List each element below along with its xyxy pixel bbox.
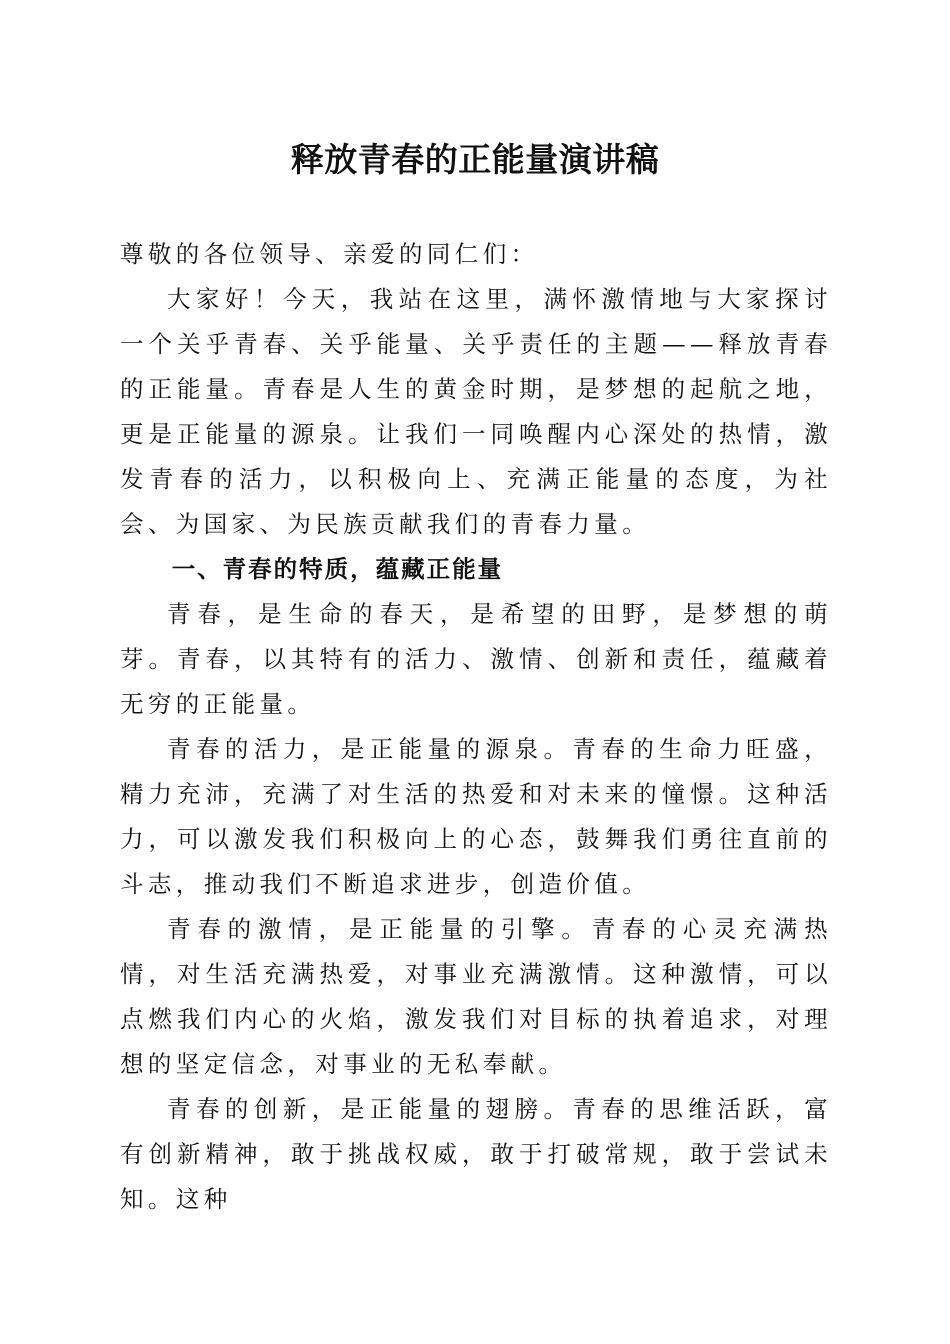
salutation: 尊敬的各位领导、亲爱的同仁们： [120, 240, 539, 268]
paragraph-intro: 大家好！今天，我站在这里，满怀激情地与大家探讨一个关乎青春、关乎能量、关乎责任的主题——释放青春的正能量。青春是人生的黄金时期，是梦想的起航之地，更是正能量的源泉。让我们一同唤醒内心深处的热情，激发青春的活力，以积极向上、充满正能量的态度，为社会、为国家、为民族贡献我们的青春力量。 [120, 285, 832, 538]
paragraph-section-1-a: 青春，是生命的春天，是希望的田野，是梦想的萌芽。青春，以其特有的活力、激情、创新和责任，蕴藏着无穷的正能量。 [120, 600, 832, 718]
section-heading-1: 一、青春的特质，蕴藏正能量 [171, 555, 504, 583]
paragraph-section-1-d: 青春的创新，是正能量的翅膀。青春的思维活跃，富有创新精神，敢于挑战权威，敢于打破常规，敢于尝试未知。这种 [120, 1095, 832, 1213]
paragraph-section-1-b: 青春的活力，是正能量的源泉。青春的生命力旺盛，精力充沛，充满了对生活的热爱和对未来的憧憬。这种活力，可以激发我们积极向上的心态，鼓舞我们勇往直前的斗志，推动我们不断追求进步，创造价值。 [120, 735, 832, 898]
paragraph-section-1-c: 青春的激情，是正能量的引擎。青春的心灵充满热情，对生活充满热爱，对事业充满激情。这种激情，可以点燃我们内心的火焰，激发我们对目标的执着追求，对理想的坚定信念，对事业的无私奉献。 [120, 915, 832, 1078]
document-body [120, 232, 832, 1222]
document-title: 释放青春的正能量演讲稿 [290, 140, 660, 179]
